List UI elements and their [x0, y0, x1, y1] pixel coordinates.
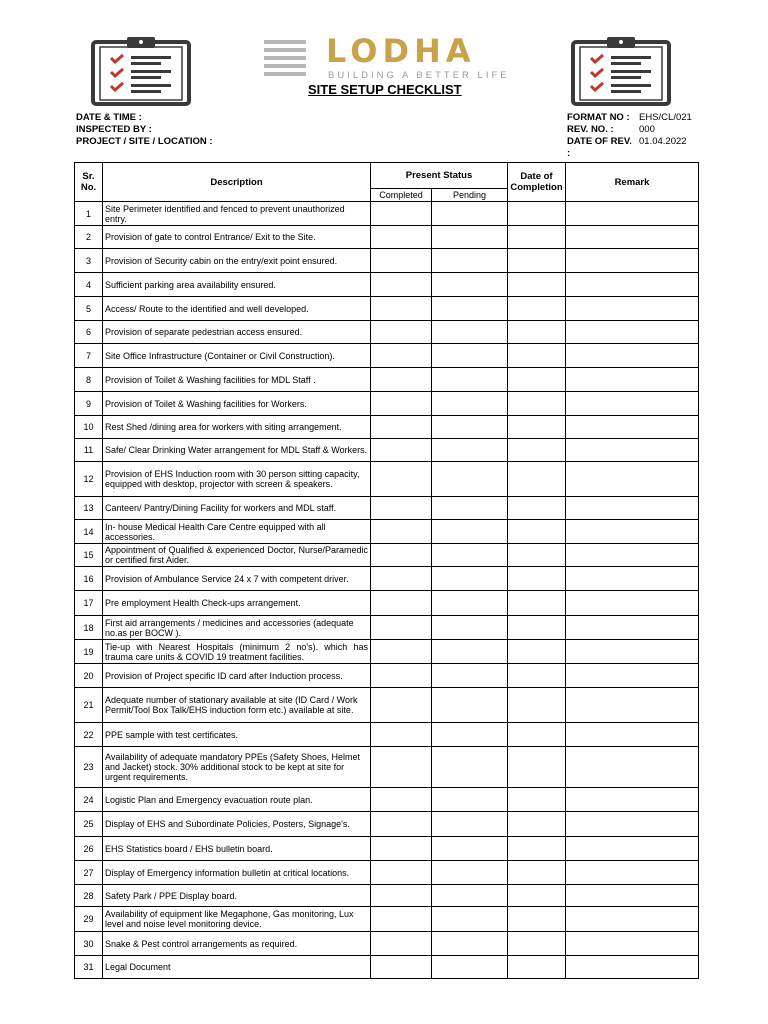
date-of-completion-cell[interactable]	[508, 907, 566, 932]
date-of-completion-cell[interactable]	[508, 544, 566, 567]
description-cell: Provision of EHS Induction room with 30 person sitting capacity, equipped with desktop, projector with screen & speakers.	[103, 462, 371, 497]
description-cell: Availability of equipment like Megaphone, Gas monitoring, Lux level and noise level monitoring device.	[103, 907, 371, 932]
description-cell: PPE sample with test certificates.	[103, 723, 371, 747]
completed-cell[interactable]	[371, 368, 432, 392]
project-site-location-field	[76, 136, 215, 148]
completed-cell[interactable]	[371, 723, 432, 747]
header-description: Description	[103, 163, 371, 202]
checklist-row	[75, 497, 699, 520]
description-cell: Pre employment Health Check-ups arrangement.	[103, 591, 371, 616]
description-cell: Display of Emergency information bulletin at critical locations.	[103, 861, 371, 885]
header-present-status: Present Status	[371, 163, 508, 189]
remark-cell[interactable]	[566, 497, 699, 520]
date-of-completion-cell[interactable]	[508, 392, 566, 416]
checklist-row	[75, 567, 699, 591]
logo-wordmark: LODHA	[326, 32, 476, 70]
inspected-by-field	[76, 124, 215, 136]
description-cell: Provision of gate to control Entrance/ Exit to the Site.	[103, 226, 371, 249]
description-cell: First aid arrangements / medicines and accessories (adequate no.as per BOCW ).	[103, 616, 371, 640]
remark-cell[interactable]	[566, 567, 699, 591]
description-cell: Logistic Plan and Emergency evacuation route plan.	[103, 788, 371, 812]
description-cell: Provision of Toilet & Washing facilities for MDL Staff .	[103, 368, 371, 392]
completed-cell[interactable]	[371, 249, 432, 273]
completed-cell[interactable]	[371, 640, 432, 664]
completed-cell[interactable]	[371, 747, 432, 788]
header-pending: Pending	[432, 189, 508, 202]
checklist-row	[75, 907, 699, 932]
completed-cell[interactable]	[371, 591, 432, 616]
date-of-completion-cell[interactable]	[508, 861, 566, 885]
completed-cell[interactable]	[371, 885, 432, 907]
sr-no-cell: 6	[75, 321, 103, 344]
pending-cell[interactable]	[432, 520, 508, 544]
date-of-completion-cell[interactable]	[508, 249, 566, 273]
sr-no-cell: 25	[75, 812, 103, 837]
remark-cell[interactable]	[566, 344, 699, 368]
sr-no-cell: 23	[75, 747, 103, 788]
completed-cell[interactable]	[371, 861, 432, 885]
checklist-table	[74, 162, 699, 979]
sr-no-cell: 26	[75, 837, 103, 861]
sr-no-cell: 22	[75, 723, 103, 747]
remark-cell[interactable]	[566, 439, 699, 462]
remark-cell[interactable]	[566, 368, 699, 392]
field-value	[152, 124, 154, 136]
date-of-completion-cell[interactable]	[508, 520, 566, 544]
description-cell: Safe/ Clear Drinking Water arrangement for MDL Staff & Workers.	[103, 439, 371, 462]
checklist-row	[75, 640, 699, 664]
checklist-row	[75, 297, 699, 321]
checklist-row	[75, 861, 699, 885]
remark-cell[interactable]	[566, 932, 699, 956]
sr-no-cell: 15	[75, 544, 103, 567]
date-of-completion-cell[interactable]	[508, 273, 566, 297]
date-of-completion-cell[interactable]	[508, 747, 566, 788]
remark-cell[interactable]	[566, 956, 699, 979]
description-cell: Site Office Infrastructure (Container or Civil Construction).	[103, 344, 371, 368]
date-of-completion-cell[interactable]	[508, 640, 566, 664]
checklist-row	[75, 723, 699, 747]
pending-cell[interactable]	[432, 344, 508, 368]
date-of-completion-cell[interactable]	[508, 416, 566, 439]
completed-cell[interactable]	[371, 297, 432, 321]
description-cell: Legal Document	[103, 956, 371, 979]
field-label: INSPECTED BY :	[76, 124, 152, 135]
pending-cell[interactable]	[432, 497, 508, 520]
pending-cell[interactable]	[432, 226, 508, 249]
pending-cell[interactable]	[432, 812, 508, 837]
sr-no-cell: 17	[75, 591, 103, 616]
date-of-completion-cell[interactable]	[508, 812, 566, 837]
sr-no-cell: 16	[75, 567, 103, 591]
remark-cell[interactable]	[566, 416, 699, 439]
field-label: FORMAT NO :	[567, 112, 630, 123]
sr-no-cell: 18	[75, 616, 103, 640]
checklist-row	[75, 416, 699, 439]
pending-cell[interactable]	[432, 368, 508, 392]
date-of-completion-cell[interactable]	[508, 344, 566, 368]
header-completed: Completed	[371, 189, 432, 202]
checklist-row	[75, 747, 699, 788]
description-cell: In- house Medical Health Care Centre equipped with all accessories.	[103, 520, 371, 544]
checklist-row	[75, 688, 699, 723]
checklist-row	[75, 226, 699, 249]
pending-cell[interactable]	[432, 640, 508, 664]
remark-cell[interactable]	[566, 321, 699, 344]
checklist-row	[75, 273, 699, 297]
description-cell: Provision of Toilet & Washing facilities for Workers.	[103, 392, 371, 416]
remark-cell[interactable]	[566, 861, 699, 885]
remark-cell[interactable]	[566, 392, 699, 416]
remark-cell[interactable]	[566, 273, 699, 297]
pending-cell[interactable]	[432, 688, 508, 723]
completed-cell[interactable]	[371, 392, 432, 416]
remark-cell[interactable]	[566, 664, 699, 688]
description-cell: Safety Park / PPE Display board.	[103, 885, 371, 907]
checklist-row	[75, 932, 699, 956]
description-cell: Availability of adequate mandatory PPEs (Safety Shoes, Helmet and Jacket) stock. 30% additional stock to be kept at site for urgent requirements.	[103, 747, 371, 788]
checklist-row	[75, 812, 699, 837]
pending-cell[interactable]	[432, 462, 508, 497]
completed-cell[interactable]	[371, 439, 432, 462]
checklist-row	[75, 344, 699, 368]
remark-cell[interactable]	[566, 226, 699, 249]
completed-cell[interactable]	[371, 616, 432, 640]
pending-cell[interactable]	[432, 249, 508, 273]
completed-cell[interactable]	[371, 497, 432, 520]
header-date-of-completion: Date of Completion	[508, 163, 566, 202]
sr-no-cell: 30	[75, 932, 103, 956]
sr-no-cell: 12	[75, 462, 103, 497]
checklist-row	[75, 616, 699, 640]
description-cell: Site Perimeter identified and fenced to prevent unauthorized entry.	[103, 202, 371, 226]
completed-cell[interactable]	[371, 688, 432, 723]
date-of-rev-field	[567, 136, 692, 160]
remark-cell[interactable]	[566, 249, 699, 273]
table-header-row	[75, 163, 699, 189]
sr-no-cell: 8	[75, 368, 103, 392]
field-label: REV. NO. :	[567, 124, 614, 135]
checklist-row	[75, 520, 699, 544]
field-value: EHS/CL/021	[639, 112, 692, 123]
pending-cell[interactable]	[432, 439, 508, 462]
checklist-row	[75, 321, 699, 344]
completed-cell[interactable]	[371, 837, 432, 861]
header-sr-no: Sr. No.	[75, 163, 103, 202]
sr-no-cell: 10	[75, 416, 103, 439]
description-cell: Snake & Pest control arrangements as required.	[103, 932, 371, 956]
sr-no-cell: 5	[75, 297, 103, 321]
sr-no-cell: 3	[75, 249, 103, 273]
rev-no-field	[567, 124, 692, 136]
pending-cell[interactable]	[432, 747, 508, 788]
remark-cell[interactable]	[566, 462, 699, 497]
field-value	[142, 112, 144, 124]
format-no-field	[567, 112, 692, 124]
pending-cell[interactable]	[432, 273, 508, 297]
checklist-row	[75, 462, 699, 497]
checklist-row	[75, 439, 699, 462]
date-of-completion-cell[interactable]	[508, 956, 566, 979]
pending-cell[interactable]	[432, 392, 508, 416]
description-cell: Provision of Security cabin on the entry/exit point ensured.	[103, 249, 371, 273]
date-of-completion-cell[interactable]	[508, 688, 566, 723]
sr-no-cell: 21	[75, 688, 103, 723]
description-cell: EHS Statistics board / EHS bulletin board.	[103, 837, 371, 861]
checklist-row	[75, 392, 699, 416]
remark-cell[interactable]	[566, 907, 699, 932]
pending-cell[interactable]	[432, 885, 508, 907]
date-of-completion-cell[interactable]	[508, 932, 566, 956]
date-of-completion-cell[interactable]	[508, 226, 566, 249]
remark-cell[interactable]	[566, 747, 699, 788]
description-cell: Adequate number of stationary available at site (ID Card / Work Permit/Tool Box Talk/EHS induction form etc.) available at site.	[103, 688, 371, 723]
completed-cell[interactable]	[371, 344, 432, 368]
completed-cell[interactable]	[371, 544, 432, 567]
date-of-completion-cell[interactable]	[508, 788, 566, 812]
pending-cell[interactable]	[432, 837, 508, 861]
checklist-row	[75, 956, 699, 979]
sr-no-cell: 27	[75, 861, 103, 885]
pending-cell[interactable]	[432, 616, 508, 640]
field-value: 000	[639, 124, 655, 135]
completed-cell[interactable]	[371, 956, 432, 979]
checklist-row	[75, 544, 699, 567]
description-cell: Canteen/ Pantry/Dining Facility for workers and MDL staff.	[103, 497, 371, 520]
checklist-row	[75, 885, 699, 907]
sr-no-cell: 28	[75, 885, 103, 907]
date-of-completion-cell[interactable]	[508, 837, 566, 861]
sr-no-cell: 24	[75, 788, 103, 812]
logo-bars-icon	[264, 40, 306, 80]
description-cell: Appointment of Qualified & experienced Doctor, Nurse/Paramedic or certified first Aider.	[103, 544, 371, 567]
remark-cell[interactable]	[566, 723, 699, 747]
completed-cell[interactable]	[371, 932, 432, 956]
lodha-logo	[264, 32, 534, 84]
sr-no-cell: 13	[75, 497, 103, 520]
document-title: SITE SETUP CHECKLIST	[308, 82, 462, 97]
completed-cell[interactable]	[371, 202, 432, 226]
date-of-completion-cell[interactable]	[508, 664, 566, 688]
pending-cell[interactable]	[432, 321, 508, 344]
logo-tagline: BUILDING A BETTER LIFE	[328, 70, 510, 81]
date-of-completion-cell[interactable]	[508, 202, 566, 226]
field-value: 01.04.2022	[639, 136, 687, 147]
checklist-row	[75, 664, 699, 688]
sr-no-cell: 9	[75, 392, 103, 416]
remark-cell[interactable]	[566, 885, 699, 907]
sr-no-cell: 20	[75, 664, 103, 688]
sr-no-cell: 29	[75, 907, 103, 932]
sr-no-cell: 7	[75, 344, 103, 368]
header-remark: Remark	[566, 163, 699, 202]
checklist-row	[75, 591, 699, 616]
sr-no-cell: 19	[75, 640, 103, 664]
date-of-completion-cell[interactable]	[508, 567, 566, 591]
pending-cell[interactable]	[432, 202, 508, 226]
field-label: DATE & TIME :	[76, 112, 142, 123]
remark-cell[interactable]	[566, 788, 699, 812]
sr-no-cell: 11	[75, 439, 103, 462]
pending-cell[interactable]	[432, 861, 508, 885]
date-time-field	[76, 112, 215, 124]
checklist-row	[75, 788, 699, 812]
remark-cell[interactable]	[566, 640, 699, 664]
remark-cell[interactable]	[566, 591, 699, 616]
completed-cell[interactable]	[371, 520, 432, 544]
description-cell: Rest Shed /dining area for workers with siting arrangement.	[103, 416, 371, 439]
clipboard-checklist-icon-right	[571, 36, 671, 106]
remark-cell[interactable]	[566, 837, 699, 861]
remark-cell[interactable]	[566, 297, 699, 321]
date-of-completion-cell[interactable]	[508, 723, 566, 747]
meta-fields-right	[567, 112, 692, 160]
remark-cell[interactable]	[566, 202, 699, 226]
description-cell: Provision of Ambulance Service 24 x 7 with competent driver.	[103, 567, 371, 591]
pending-cell[interactable]	[432, 723, 508, 747]
description-cell: Access/ Route to the identified and well developed.	[103, 297, 371, 321]
completed-cell[interactable]	[371, 321, 432, 344]
date-of-completion-cell[interactable]	[508, 616, 566, 640]
remark-cell[interactable]	[566, 616, 699, 640]
completed-cell[interactable]	[371, 788, 432, 812]
remark-cell[interactable]	[566, 544, 699, 567]
pending-cell[interactable]	[432, 591, 508, 616]
meta-fields-left	[76, 112, 215, 148]
pending-cell[interactable]	[432, 788, 508, 812]
pending-cell[interactable]	[432, 297, 508, 321]
description-cell: Tie-up with Nearest Hospitals (minimum 2 no's). which has trauma care units & COVID 19 treatment facilities.	[103, 640, 371, 664]
field-value	[213, 136, 215, 148]
date-of-completion-cell[interactable]	[508, 297, 566, 321]
date-of-completion-cell[interactable]	[508, 591, 566, 616]
description-cell: Provision of separate pedestrian access ensured.	[103, 321, 371, 344]
sr-no-cell: 2	[75, 226, 103, 249]
description-cell: Sufficient parking area availability ensured.	[103, 273, 371, 297]
remark-cell[interactable]	[566, 812, 699, 837]
date-of-completion-cell[interactable]	[508, 439, 566, 462]
pending-cell[interactable]	[432, 956, 508, 979]
checklist-row	[75, 837, 699, 861]
date-of-completion-cell[interactable]	[508, 368, 566, 392]
completed-cell[interactable]	[371, 907, 432, 932]
completed-cell[interactable]	[371, 226, 432, 249]
field-label: DATE OF REV. :	[567, 136, 632, 159]
date-of-completion-cell[interactable]	[508, 885, 566, 907]
description-cell: Display of EHS and Subordinate Policies, Posters, Signage's.	[103, 812, 371, 837]
date-of-completion-cell[interactable]	[508, 321, 566, 344]
field-label: PROJECT / SITE / LOCATION :	[76, 136, 213, 147]
description-cell: Provision of Project specific ID card after Induction process.	[103, 664, 371, 688]
date-of-completion-cell[interactable]	[508, 497, 566, 520]
checklist-row	[75, 202, 699, 226]
checklist-row	[75, 249, 699, 273]
remark-cell[interactable]	[566, 688, 699, 723]
completed-cell[interactable]	[371, 462, 432, 497]
sr-no-cell: 4	[75, 273, 103, 297]
date-of-completion-cell[interactable]	[508, 462, 566, 497]
completed-cell[interactable]	[371, 567, 432, 591]
sr-no-cell: 31	[75, 956, 103, 979]
sr-no-cell: 1	[75, 202, 103, 226]
checklist-row	[75, 368, 699, 392]
pending-cell[interactable]	[432, 544, 508, 567]
pending-cell[interactable]	[432, 664, 508, 688]
clipboard-checklist-icon-left	[91, 36, 191, 106]
completed-cell[interactable]	[371, 812, 432, 837]
pending-cell[interactable]	[432, 567, 508, 591]
pending-cell[interactable]	[432, 416, 508, 439]
completed-cell[interactable]	[371, 416, 432, 439]
pending-cell[interactable]	[432, 907, 508, 932]
pending-cell[interactable]	[432, 932, 508, 956]
remark-cell[interactable]	[566, 520, 699, 544]
completed-cell[interactable]	[371, 273, 432, 297]
completed-cell[interactable]	[371, 664, 432, 688]
sr-no-cell: 14	[75, 520, 103, 544]
